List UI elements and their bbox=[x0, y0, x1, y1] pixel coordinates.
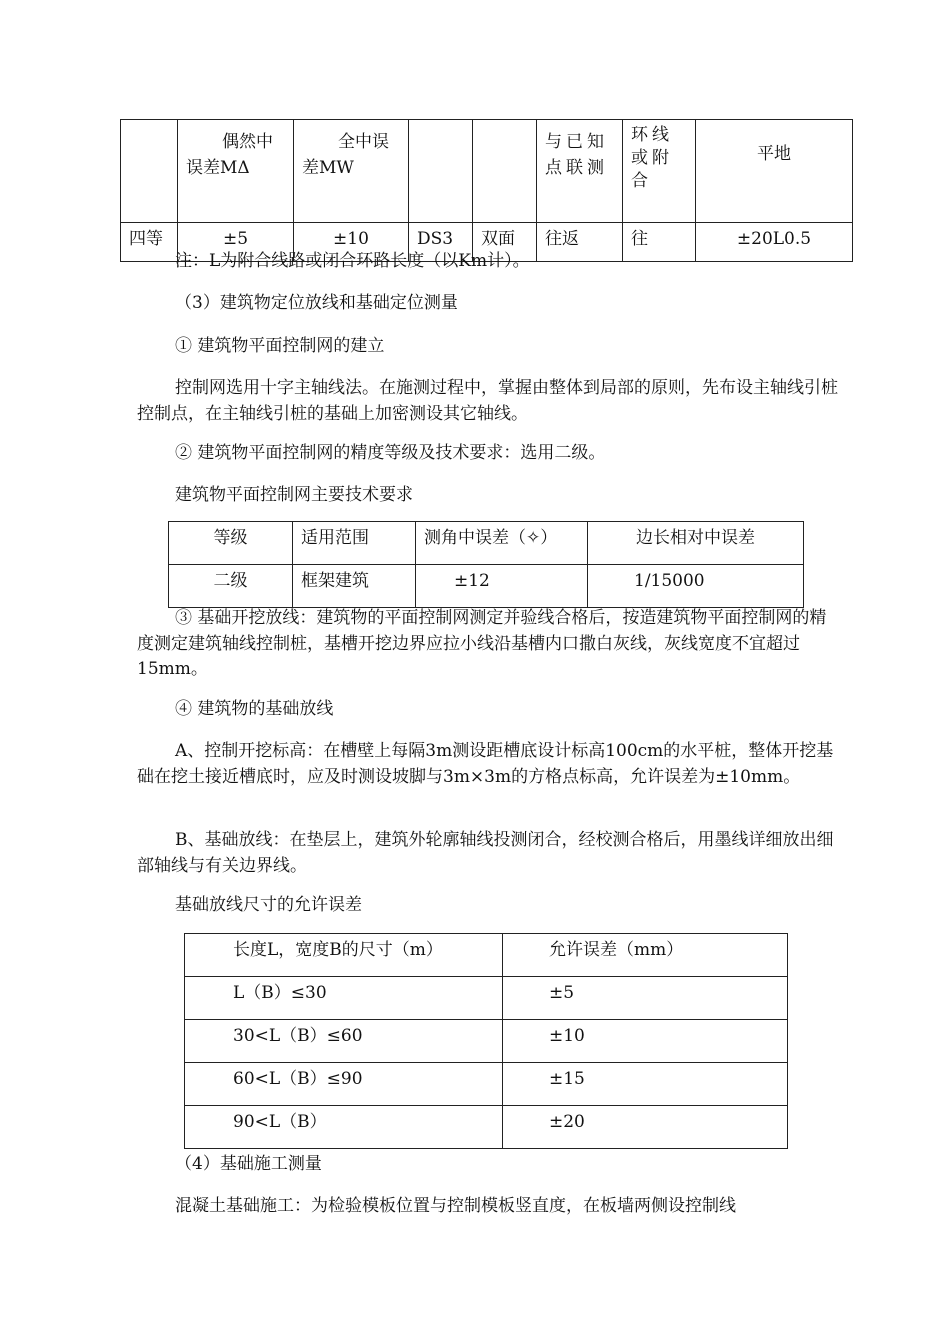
item-heading: ④ 建筑物的基础放线 bbox=[175, 699, 334, 719]
table-cell: 测角中误差（✧） bbox=[416, 522, 588, 565]
table-cell bbox=[409, 120, 473, 223]
leveling-accuracy-table bbox=[120, 119, 853, 262]
paragraph: ③ 基础开挖放线：建筑物的平面控制网测定并验线合格后，按造建筑物平面控制网的精度测定建筑轴线控制桩，基槽开挖边界应拉小线沿基槽内口撒白灰线，灰线宽度不宜超过15mm。 bbox=[137, 608, 827, 679]
item-heading: ① 建筑物平面控制网的建立 bbox=[175, 336, 385, 356]
table-header-row bbox=[121, 120, 853, 223]
table-cell: 边长相对中误差 bbox=[588, 522, 804, 565]
table-header-row bbox=[185, 934, 788, 977]
table-cell: L（B）≤30 bbox=[185, 977, 503, 1020]
paragraph: B、基础放线：在垫层上，建筑外轮廓轴线投测闭合，经校测合格后，用墨线详细放出细部轴线与有关边界线。 bbox=[137, 830, 834, 876]
table-cell: 长度L，宽度B的尺寸（m） bbox=[185, 934, 503, 977]
table-cell: 二级 bbox=[169, 565, 293, 608]
table-cell: ±15 bbox=[503, 1063, 788, 1106]
table-cell: 适用范围 bbox=[293, 522, 416, 565]
table-cell: 全中误差MW bbox=[294, 120, 409, 223]
table-note: 注：L为附合线路或闭合环路长度（以Km计）。 bbox=[175, 251, 530, 271]
table-cell: 往返 bbox=[537, 223, 623, 262]
table-cell: 框架建筑 bbox=[293, 565, 416, 608]
table-cell: ±10 bbox=[503, 1020, 788, 1063]
paragraph: 控制网选用十字主轴线法。在施测过程中，掌握由整体到局部的原则，先布设主轴线引桩控制点，在主轴线引桩的基础上加密测设其它轴线。 bbox=[137, 378, 838, 424]
table-cell: ±12 bbox=[416, 565, 588, 608]
table-cell: 60<L（B）≤90 bbox=[185, 1063, 503, 1106]
table-caption: 基础放线尺寸的允许误差 bbox=[175, 895, 362, 915]
table-cell: DS3 bbox=[409, 223, 473, 262]
tolerance-table bbox=[184, 933, 788, 1149]
table-cell bbox=[121, 120, 178, 223]
table-cell: 环线或附合 bbox=[623, 120, 696, 223]
table-cell: 四等 bbox=[121, 223, 178, 262]
table-cell: 30<L（B）≤60 bbox=[185, 1020, 503, 1063]
table-cell: ±5 bbox=[503, 977, 788, 1020]
section-heading: （3）建筑物定位放线和基础定位测量 bbox=[175, 293, 458, 313]
table-caption: 建筑物平面控制网主要技术要求 bbox=[175, 485, 413, 505]
table-cell: ±20 bbox=[503, 1106, 788, 1149]
table-cell: 允许误差（mm） bbox=[503, 934, 788, 977]
table-cell: 平地 bbox=[696, 120, 853, 223]
table-cell: 偶然中误差MΔ bbox=[178, 120, 294, 223]
table-row bbox=[185, 1020, 788, 1063]
table-row bbox=[185, 1106, 788, 1149]
table-cell: 往 bbox=[623, 223, 696, 262]
table-cell: 双面 bbox=[473, 223, 537, 262]
section-heading: （4）基础施工测量 bbox=[175, 1154, 322, 1174]
paragraph: A、控制开挖标高：在槽壁上每隔3m测设距槽底设计标高100cm的水平桩，整体开挖基础在挖土接近槽底时，应及时测设坡脚与3m×3m的方格点标高，允许误差为±10mm。 bbox=[137, 741, 834, 787]
table-row bbox=[185, 977, 788, 1020]
table-cell: ±5 bbox=[178, 223, 294, 262]
table-header-row bbox=[169, 522, 804, 565]
control-network-table bbox=[168, 521, 804, 608]
paragraph: 混凝土基础施工：为检验模板位置与控制模板竖直度，在板墙两侧设控制线 bbox=[175, 1196, 736, 1216]
table-row bbox=[185, 1063, 788, 1106]
table-cell: 1/15000 bbox=[588, 565, 804, 608]
table-cell: ±10 bbox=[294, 223, 409, 262]
table-cell: 90<L（B） bbox=[185, 1106, 503, 1149]
table-row bbox=[169, 565, 804, 608]
table-cell: 与已知点联测 bbox=[537, 120, 623, 223]
table-cell bbox=[473, 120, 537, 223]
item-heading: ② 建筑物平面控制网的精度等级及技术要求：选用二级。 bbox=[175, 443, 606, 463]
table-cell: ±20L0.5 bbox=[696, 223, 853, 262]
table-cell: 等级 bbox=[169, 522, 293, 565]
